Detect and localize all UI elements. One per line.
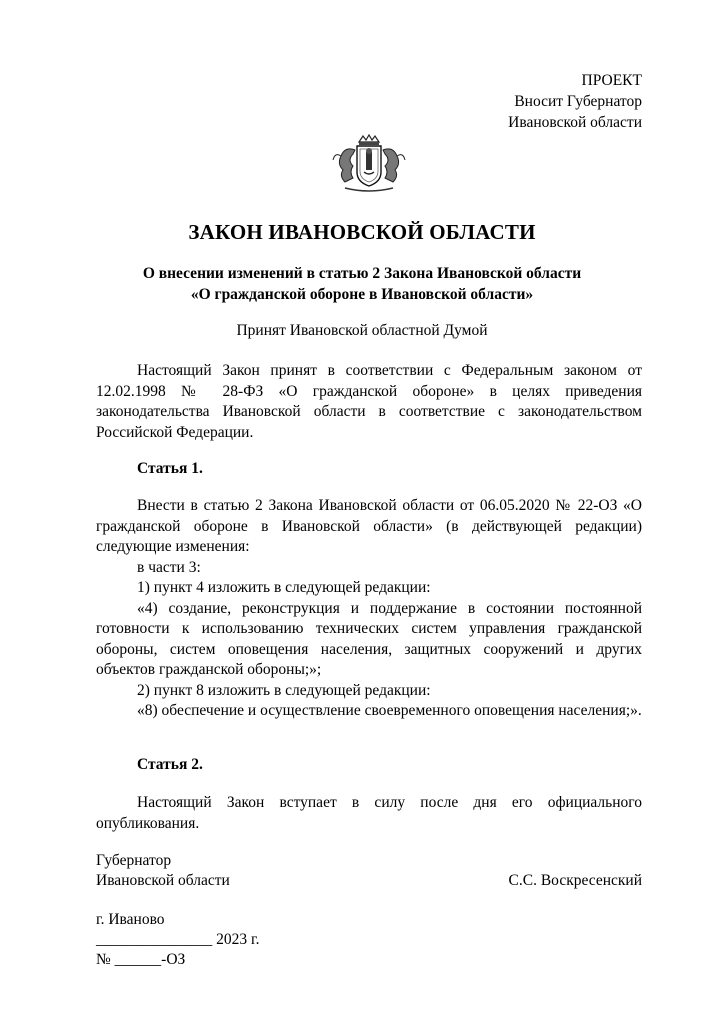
article1-item1-text: «4) создание, реконструкция и поддержание в состоянии постоянной готовности к использованию технических систем управления гражданской обороны, систем оповещения населения, защитных сооружений и других объектов гражданской обороны;»;	[96, 599, 642, 678]
article2-heading: Статья 2.	[137, 756, 203, 773]
article1-part: в части 3:	[137, 558, 201, 576]
signature-title-line1: Губернатор	[96, 852, 172, 869]
adopted-by: Принят Ивановской областной Думой	[236, 322, 488, 339]
submitted-by-line2: Ивановской области	[508, 114, 642, 131]
submitted-by-line1: Вносит Губернатор	[514, 93, 642, 110]
footer-date: _______________ 2023 г.	[96, 931, 260, 948]
footer-block	[96, 910, 259, 970]
signature-title-line2: Ивановской области	[96, 872, 230, 889]
article2-text: Настоящий Закон вступает в силу после дня его официального опубликования.	[96, 794, 642, 832]
document-title: ЗАКОН ИВАНОВСКОЙ ОБЛАСТИ	[188, 220, 536, 244]
article1-item1-intro: 1) пункт 4 изложить в следующей редакции:	[137, 579, 431, 596]
document-subtitle	[0, 263, 724, 305]
subtitle-line2: «О гражданской обороне в Ивановской области»	[190, 286, 534, 303]
subtitle-line1: О внесении изменений в статью 2 Закона Ивановской области	[142, 265, 582, 282]
footer-number: № ______-ОЗ	[96, 951, 186, 968]
article2-body	[96, 793, 642, 834]
preamble-paragraph: Настоящий Закон принят в соответствии с Федеральным законом от 12.02.1998 № 28-ФЗ «О гражданской обороне» в целях приведения законодательства Ивановской области в соответствие с законодательством Российской Федерации.	[96, 362, 642, 441]
header-block	[508, 70, 642, 133]
preamble-block	[96, 361, 642, 443]
status-label: ПРОЕКТ	[581, 72, 642, 89]
signature-name: С.С. Воскресенский	[508, 872, 642, 889]
article1-item2-text: «8) обеспечение и осуществление своевременного оповещения населения;».	[137, 702, 642, 719]
footer-city: г. Иваново	[96, 911, 165, 928]
article1-body	[96, 496, 642, 722]
coat-of-arms-icon	[327, 134, 411, 194]
signature-title	[96, 851, 230, 891]
article1-intro: Внести в статью 2 Закона Ивановской области от 06.05.2020 № 22-ОЗ «О гражданской обороне в Ивановской области» (в действующей редакции) следующие изменения:	[96, 497, 642, 555]
article1-item2-intro: 2) пункт 8 изложить в следующей редакции:	[137, 681, 431, 699]
article1-heading: Статья 1.	[137, 460, 203, 477]
